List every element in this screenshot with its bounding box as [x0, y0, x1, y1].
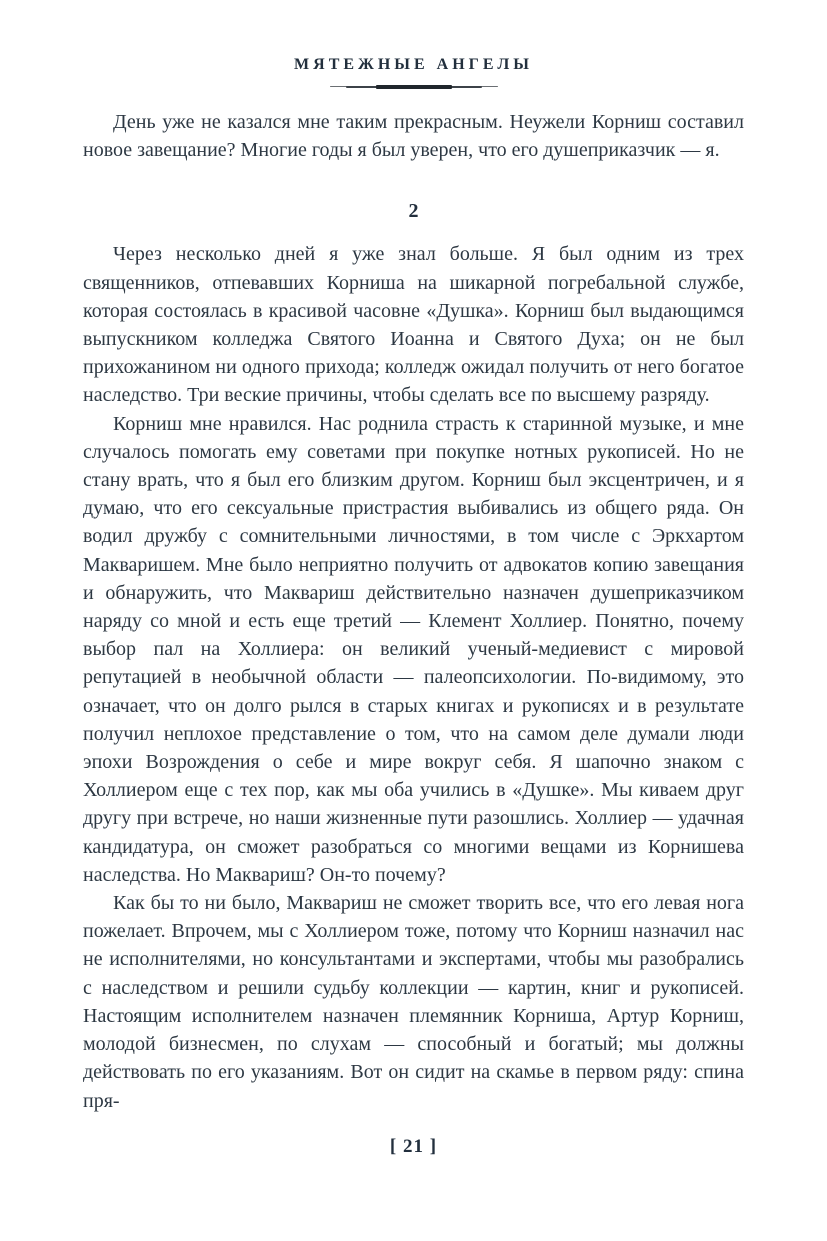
- paragraph-continuation: День уже не казался мне таким прекрасным. Неужели Корниш составил новое завещание? Многие годы я был уверен, что его душеприказчик — я.: [83, 111, 744, 162]
- section-number: 2: [408, 200, 419, 223]
- paragraph: Как бы то ни было, Маквариш не сможет творить все, что его левая нога пожелает. Впрочем, мы с Холлиером тоже, потому что Корниш назначил нас не исполнителями, но консультантами и экспертами, чтобы мы разобрались с наследством и решили судьбу коллекции — картин, книг и рукописей. Настоящим исполнителем назначен племянник Корниша, Артур Корниш, молодой бизнесмен, по слухам — способный и богатый; мы должны действовать по его указаниям. Вот он сидит на скамье в первом ряду: спина пря-: [83, 892, 744, 1112]
- page-header: [0, 55, 827, 90]
- text-block: [83, 108, 744, 1115]
- page-number-folio: [ 21 ]: [389, 1136, 438, 1157]
- paragraph: Корниш мне нравился. Нас роднила страсть к старинной музыке, и мне случалось помогать ему советами при покупке нотных рукописей. Но не стану врать, что я был его близким другом. Корниш был эксцентричен, и я думаю, что его сексуальные пристрастия выбивались из общего ряда. Он водил дружбу с сомнительными личностями, в том числе с Эркхартом Макваришем. Мне было неприятно получить от адвокатов копию завещания и обнаружить, что Маквариш действительно назначен душеприказчиком наряду со мной и есть еще третий — Клемент Холлиер. Понятно, почему выбор пал на Холлиера: он великий ученый-медиевист с мировой репутацией в необычной области — палеопсихологии. По-видимому, это означает, что он долго рылся в старых книгах и рукописях и в результате получил неплохое представление о том, что на самом деле думали люди эпохи Возрождения о себе и мире вокруг себя. Я шапочно знаком с Холлиером еще с тех пор, как мы оба учились в «Душке». Мы киваем друг другу при встрече, но наши жизненные пути разошлись. Холлиер — удачная кандидатура, он сможет разобраться со многими вещами из Корнишева наследства. Но Маквариш? Он-то почему?: [83, 412, 744, 886]
- running-head-title: МЯТЕЖНЫЕ АНГЕЛЫ: [294, 56, 533, 73]
- header-ornament-divider: [330, 84, 498, 90]
- ornament-core-rule: [376, 85, 452, 89]
- paragraph: Через несколько дней я уже знал больше. Я был одним из трех священников, отпевавших Корниша на шикарной погребальной службе, которая состоялась в красивой часовне «Душка». Корниш был выдающимся выпускником колледжа Святого Иоанна и Святого Духа; он не был прихожанином ни одного прихода; колледж ожидал получить от него богатое наследство. Три веские причины, чтобы сделать все по высшему разряду.: [83, 243, 744, 407]
